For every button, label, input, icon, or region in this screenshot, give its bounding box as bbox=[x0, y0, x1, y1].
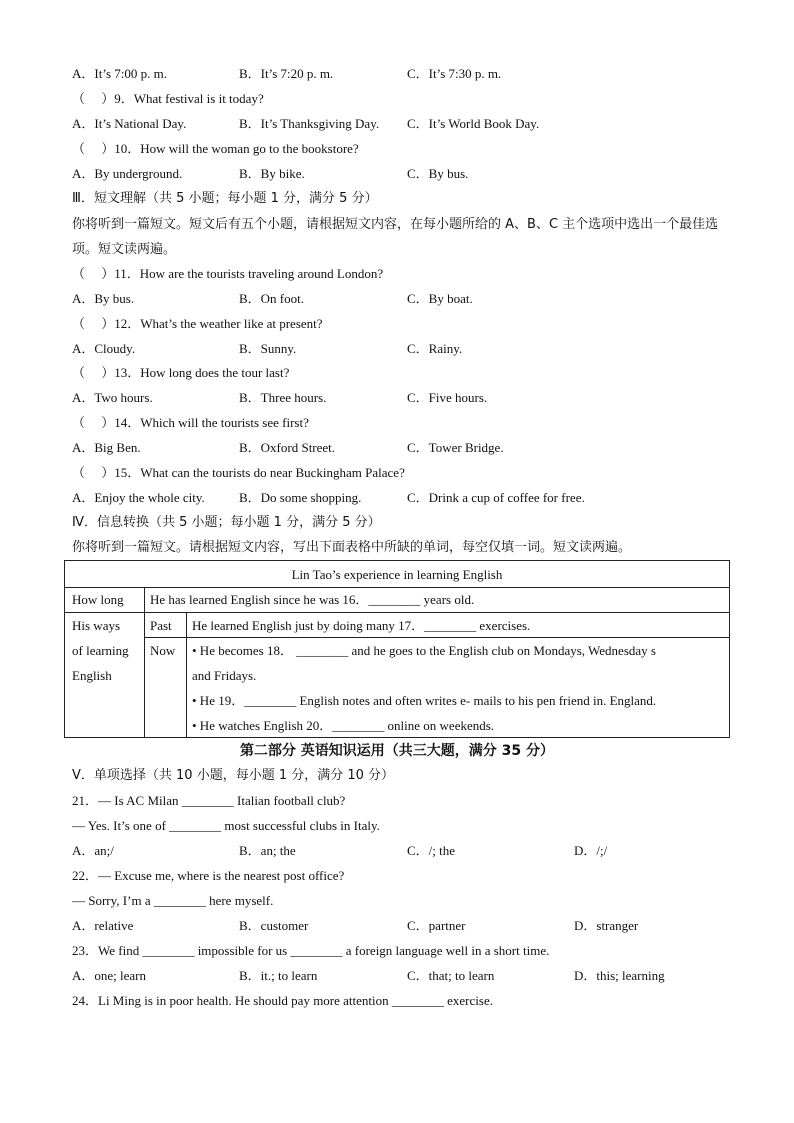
now-item-1: • He becomes 18． ________ and he goes to the English club on Mondays, Wednesday s bbox=[192, 643, 656, 658]
row-ways-label-2: of learning bbox=[72, 643, 129, 658]
question-11: （ ）11．How are the tourists traveling around London? bbox=[72, 266, 384, 281]
table-divider bbox=[144, 587, 145, 737]
option-12b: B．Sunny. bbox=[239, 341, 297, 356]
row-how-long-label: How long bbox=[72, 592, 124, 607]
option-14a: A．Big Ben. bbox=[72, 440, 141, 455]
section-5-title: Ⅴ．单项选择（共 10 小题，每小题 1 分，满分 10 分） bbox=[72, 768, 395, 783]
option-11c: C．By boat. bbox=[407, 291, 473, 306]
now-item-2: • He 19．________ English notes and often writes e- mails to his pen friend in. England. bbox=[192, 693, 657, 708]
info-table bbox=[64, 560, 730, 738]
option-13c: C．Five hours. bbox=[407, 390, 488, 405]
section-3-title: Ⅲ．短文理解（共 5 小题；每小题 1 分，满分 5 分） bbox=[72, 191, 378, 206]
table-title: Lin Tao’s experience in learning English bbox=[291, 567, 503, 582]
option-21d: D．/;/ bbox=[574, 843, 608, 858]
question-14: （ ）14．Which will the tourists see first? bbox=[72, 415, 309, 430]
now-item-1-cont: and Fridays. bbox=[192, 668, 257, 683]
option-14b: B．Oxford Street. bbox=[239, 440, 336, 455]
question-22-reply: — Sorry, I’m a ________ here myself. bbox=[72, 893, 274, 908]
option-22b: B．customer bbox=[239, 918, 309, 933]
option-8b: B．It’s 7:20 p. m. bbox=[239, 66, 334, 81]
now-label: Now bbox=[150, 643, 176, 658]
past-text: He learned English just by doing many 17．________ exercises. bbox=[192, 618, 531, 633]
option-13a: A．Two hours. bbox=[72, 390, 153, 405]
option-9b: B．It’s Thanksgiving Day. bbox=[239, 116, 380, 131]
option-14c: C．Tower Bridge. bbox=[407, 440, 504, 455]
option-23a: A．one; learn bbox=[72, 968, 147, 983]
question-21: 21．— Is AC Milan ________ Italian football club? bbox=[72, 793, 346, 808]
option-10b: B．By bike. bbox=[239, 166, 305, 181]
option-21a: A．an;/ bbox=[72, 843, 114, 858]
now-item-3: • He watches English 20．________ online on weekends. bbox=[192, 718, 495, 733]
option-15b: B．Do some shopping. bbox=[239, 490, 362, 505]
table-divider bbox=[65, 612, 729, 613]
past-label: Past bbox=[150, 618, 172, 633]
option-9c: C．It’s World Book Day. bbox=[407, 116, 540, 131]
option-8a: A．It’s 7:00 p. m. bbox=[72, 66, 167, 81]
option-23b: B．it.; to learn bbox=[239, 968, 318, 983]
question-13: （ ）13．How long does the tour last? bbox=[72, 365, 290, 380]
row-ways-label-3: English bbox=[72, 668, 112, 683]
option-9a: A．It’s National Day. bbox=[72, 116, 187, 131]
section-4-title: Ⅳ．信息转换（共 5 小题；每小题 1 分，满分 5 分） bbox=[72, 515, 381, 530]
question-24: 24．Li Ming is in poor health. He should pay more attention ________ exercise. bbox=[72, 993, 493, 1008]
table-divider bbox=[144, 637, 729, 638]
row-ways-label-1: His ways bbox=[72, 618, 121, 633]
table-divider bbox=[186, 612, 187, 737]
option-13b: B．Three hours. bbox=[239, 390, 327, 405]
option-22d: D．stranger bbox=[574, 918, 639, 933]
option-23d: D．this; learning bbox=[574, 968, 665, 983]
option-23c: C．that; to learn bbox=[407, 968, 495, 983]
option-11b: B．On foot. bbox=[239, 291, 305, 306]
option-21b: B．an; the bbox=[239, 843, 296, 858]
question-21-reply: — Yes. It’s one of ________ most successful clubs in Italy. bbox=[72, 818, 380, 833]
option-10a: A．By underground. bbox=[72, 166, 183, 181]
question-12: （ ）12．What’s the weather like at present? bbox=[72, 316, 323, 331]
option-22a: A．relative bbox=[72, 918, 134, 933]
section-3-instructions: 你将听到一篇短文。短文后有五个小题，请根据短文内容，在每小题所给的 A、B、C 主个选项中选出一个最佳选项。短文读两遍。 bbox=[72, 217, 719, 257]
section-4-instructions: 你将听到一篇短文。请根据短文内容，写出下面表格中所缺的单词，每空仅填一词。短文读两遍。 bbox=[72, 540, 632, 555]
table-divider bbox=[65, 587, 729, 588]
option-15a: A．Enjoy the whole city. bbox=[72, 490, 205, 505]
option-22c: C．partner bbox=[407, 918, 466, 933]
question-10: （ ）10．How will the woman go to the bookstore? bbox=[72, 141, 359, 156]
option-21c: C．/; the bbox=[407, 843, 456, 858]
option-10c: C．By bus. bbox=[407, 166, 469, 181]
question-9: （ ）9．What festival is it today? bbox=[72, 91, 264, 106]
part-2-title: 第二部分 英语知识运用（共三大题，满分 35 分） bbox=[239, 743, 555, 759]
question-23: 23．We find ________ impossible for us ________ a foreign language well in a short time. bbox=[72, 943, 550, 958]
option-15c: C．Drink a cup of coffee for free. bbox=[407, 490, 585, 505]
option-8c: C．It’s 7:30 p. m. bbox=[407, 66, 502, 81]
option-12a: A．Cloudy. bbox=[72, 341, 136, 356]
row-how-long-text: He has learned English since he was 16．________ years old. bbox=[150, 592, 475, 607]
question-15: （ ）15．What can the tourists do near Buckingham Palace? bbox=[72, 465, 405, 480]
option-11a: A．By bus. bbox=[72, 291, 135, 306]
option-12c: C．Rainy. bbox=[407, 341, 463, 356]
question-22: 22．— Excuse me, where is the nearest post office? bbox=[72, 868, 345, 883]
